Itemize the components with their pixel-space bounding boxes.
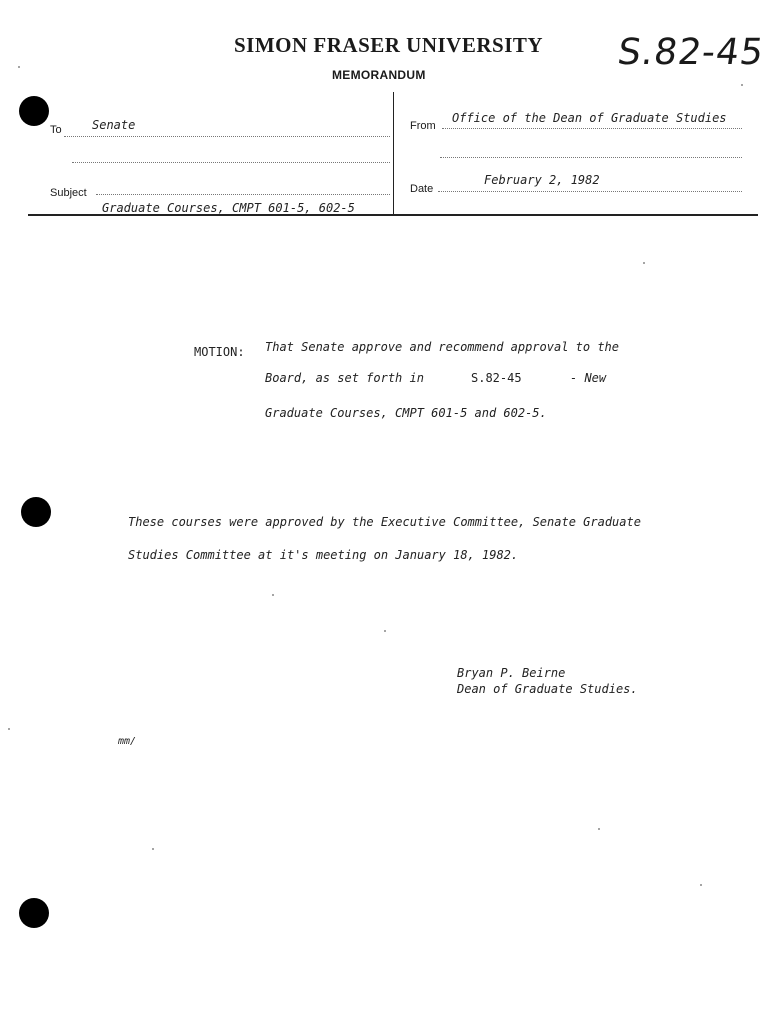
subject-value: Graduate Courses, CMPT 601-5, 602-5 — [102, 201, 355, 215]
scan-speck — [700, 884, 702, 886]
subject-label: Subject — [50, 187, 87, 199]
university-name: SIMON FRASER UNIVERSITY — [234, 33, 544, 57]
document-number: S.82-45 — [615, 32, 767, 73]
to-line — [64, 136, 390, 137]
motion-line-2a: Board, as set forth in — [265, 371, 424, 385]
from-label: From — [410, 120, 436, 132]
memorandum-heading: MEMORANDUM — [332, 68, 426, 82]
scan-speck — [741, 84, 743, 86]
scan-speck — [384, 630, 386, 632]
subject-line — [96, 194, 390, 195]
scan-speck — [8, 728, 10, 730]
motion-line-3: Graduate Courses, CMPT 601-5 and 602-5. — [265, 406, 547, 420]
punch-hole-bottom — [19, 898, 49, 928]
scan-speck — [18, 66, 20, 68]
header-divider-vertical — [393, 92, 394, 216]
from-line-extra — [440, 157, 742, 158]
signature-title: Dean of Graduate Studies. — [457, 682, 638, 696]
motion-reference: S.82-45 — [471, 371, 522, 385]
from-line — [442, 128, 742, 129]
motion-line-2b: - New — [570, 371, 607, 385]
from-value: Office of the Dean of Graduate Studies — [452, 111, 727, 125]
signature-name: Bryan P. Beirne — [457, 666, 566, 680]
to-value: Senate — [92, 118, 136, 132]
punch-hole-top — [19, 96, 49, 126]
typist-initials: mm/ — [118, 736, 137, 747]
date-line — [438, 191, 742, 192]
punch-hole-middle — [21, 497, 51, 527]
paragraph-line-2: Studies Committee at it's meeting on January 18, 1982. — [128, 548, 519, 562]
date-label: Date — [410, 183, 434, 195]
motion-line-1: That Senate approve and recommend approval to the — [265, 340, 620, 354]
date-value: February 2, 1982 — [484, 173, 600, 187]
paragraph-line-1: These courses were approved by the Executive Committee, Senate Graduate — [128, 515, 641, 529]
scan-speck — [152, 848, 154, 850]
to-line-extra — [72, 162, 390, 163]
scan-speck — [598, 828, 600, 830]
motion-label: MOTION: — [194, 345, 245, 359]
to-label: To — [50, 124, 62, 136]
scan-speck — [272, 594, 274, 596]
scan-speck — [643, 262, 645, 264]
